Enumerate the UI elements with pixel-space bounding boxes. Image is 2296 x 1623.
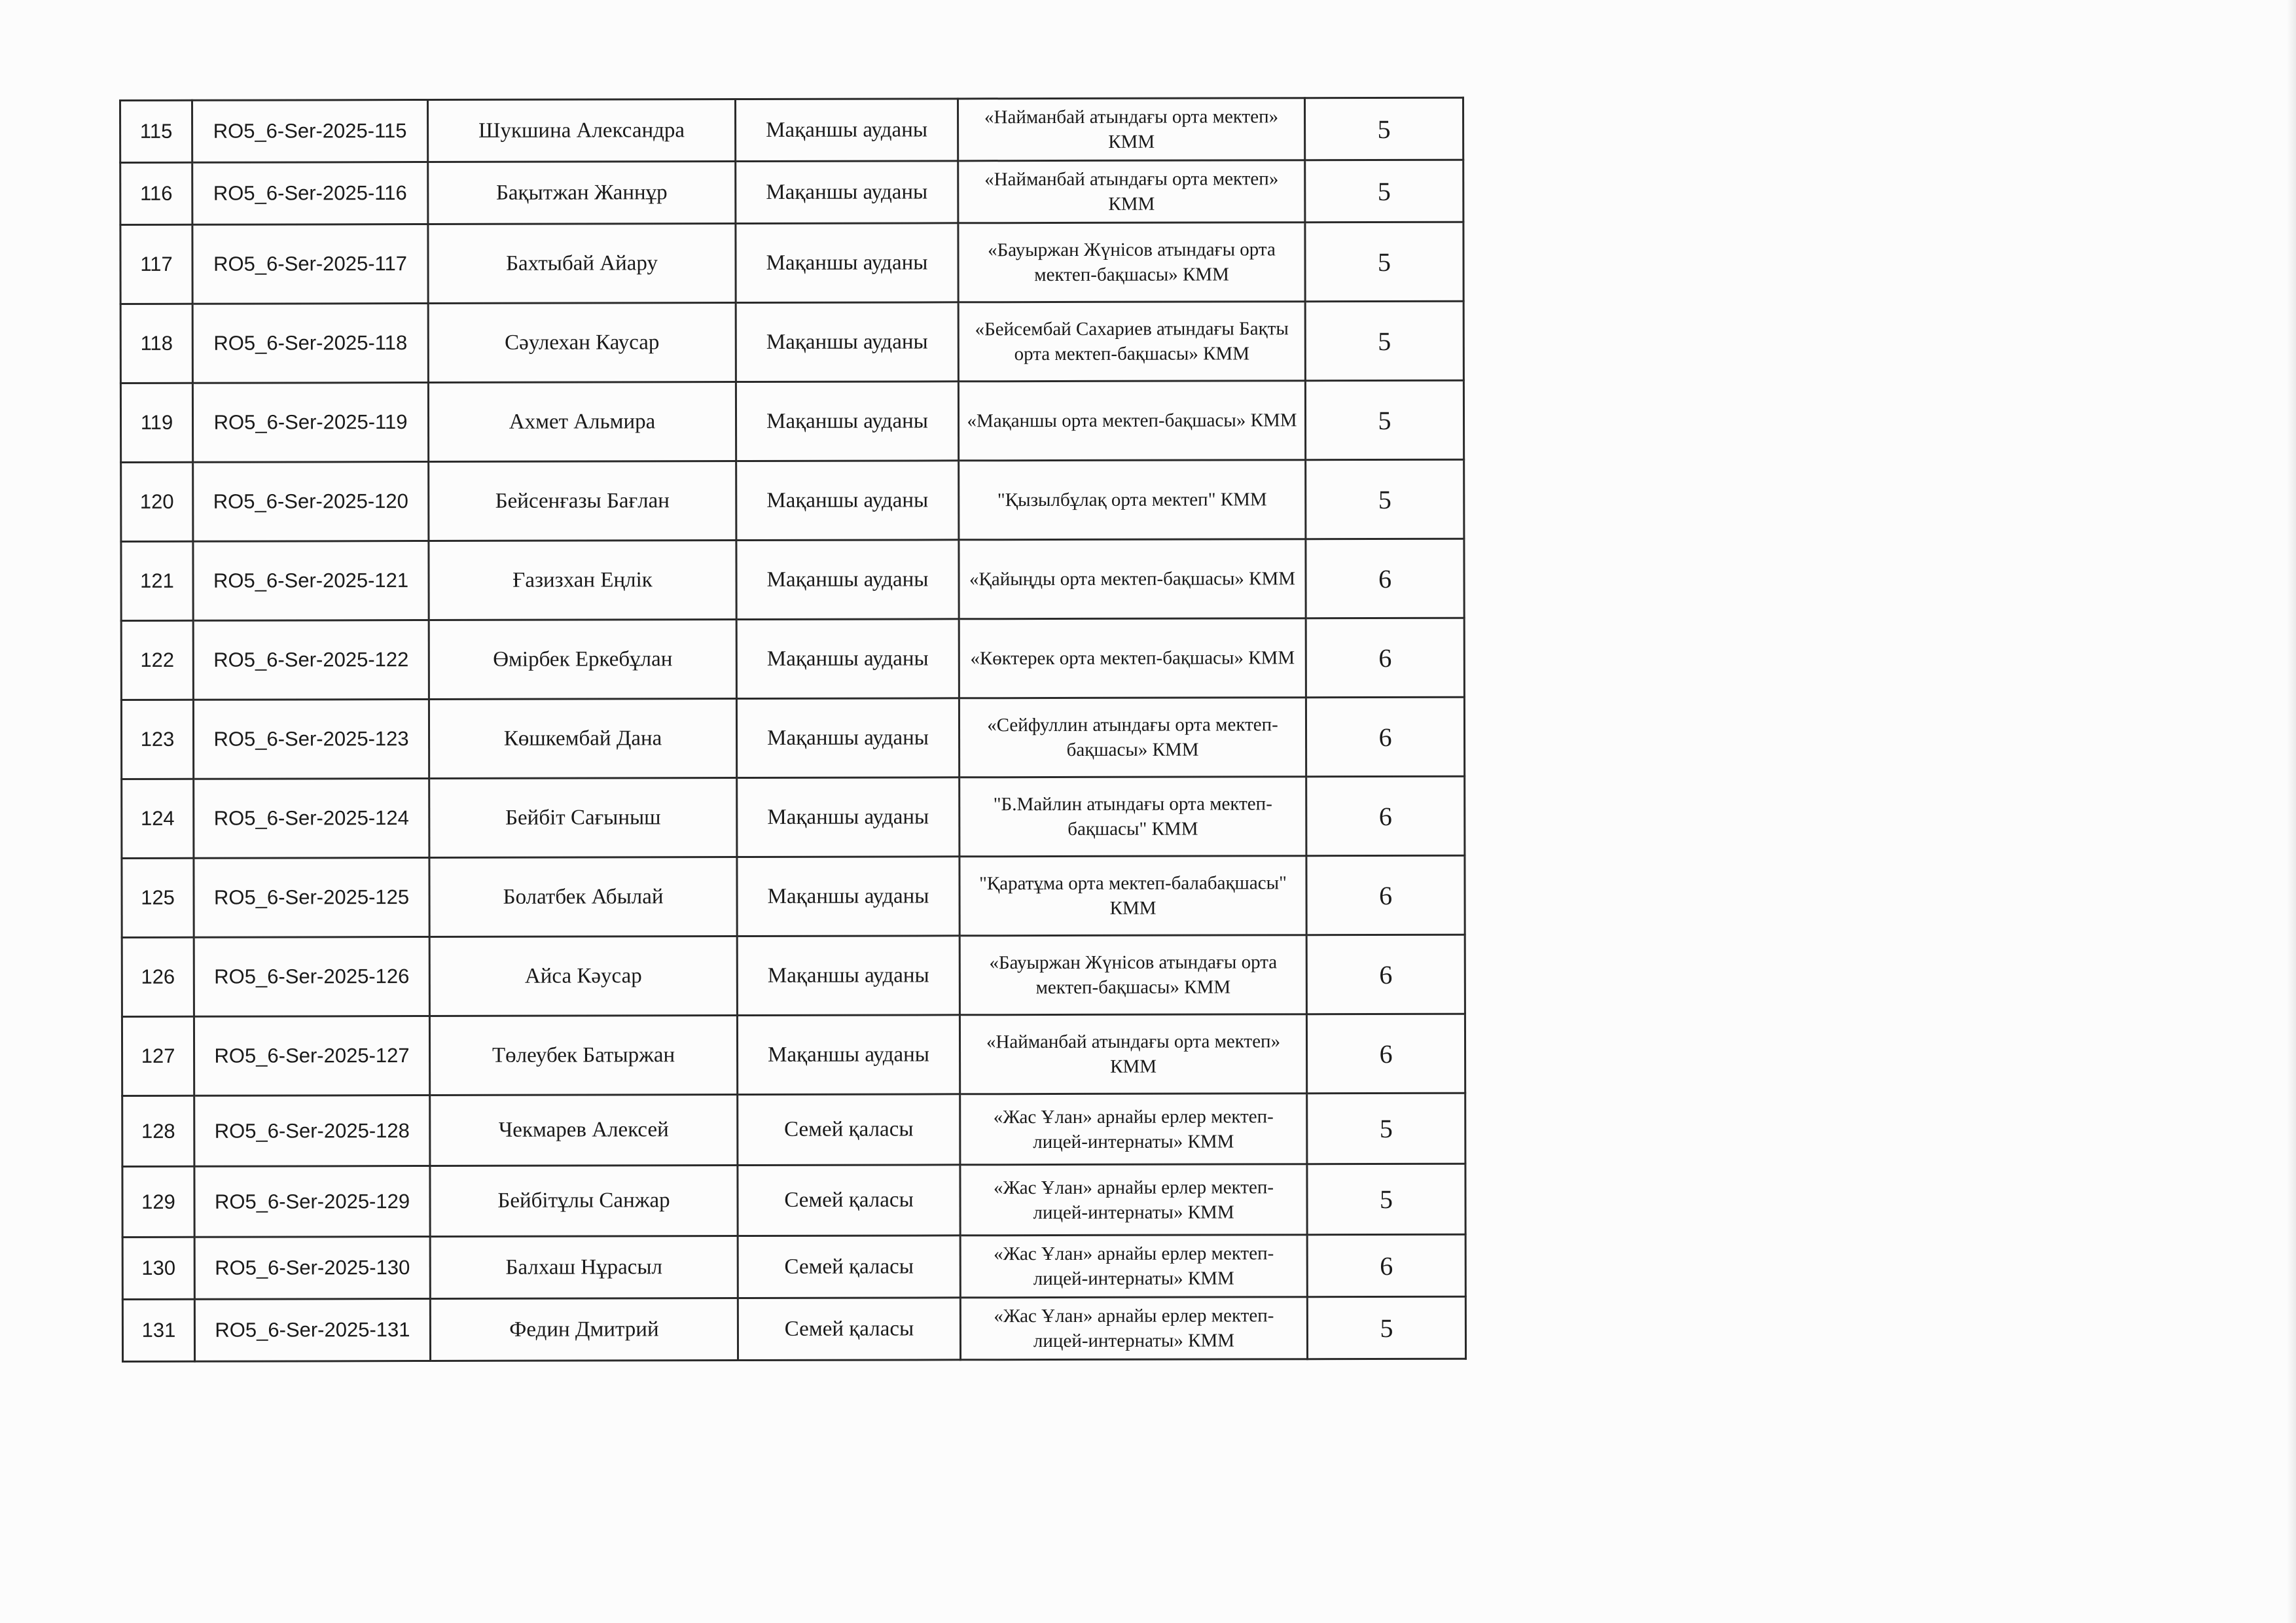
district: Семей қаласы xyxy=(738,1165,960,1236)
participant-name: Федин Дмитрий xyxy=(430,1298,738,1361)
grade: 5 xyxy=(1307,1093,1465,1164)
participant-name: Бахтыбай Айару xyxy=(428,224,736,304)
row-number: 122 xyxy=(121,620,193,700)
participant-name: Көшкембай Дана xyxy=(429,699,736,779)
participant-name: Өмірбек Еркебұлан xyxy=(429,620,736,700)
school: «Жас Ұлан» арнайы ерлер мектеп-лицей-интернаты» КММ xyxy=(960,1235,1307,1298)
row-number: 127 xyxy=(122,1016,194,1096)
row-number: 119 xyxy=(120,383,192,462)
grade: 6 xyxy=(1306,697,1464,777)
participant-name: Бейбіт Сағыныш xyxy=(429,778,737,858)
school: «Жас Ұлан» арнайы ерлер мектеп-лицей-интернаты» КММ xyxy=(960,1094,1307,1165)
participant-name: Бақытжан Жаннұр xyxy=(428,162,736,224)
participant-code: RO5_6-Ser-2025-116 xyxy=(192,162,428,225)
district: Мақаншы ауданы xyxy=(737,777,960,857)
table-row xyxy=(120,98,1463,162)
school: «Бауыржан Жүнісов атындағы орта мектеп-бақшасы» КММ xyxy=(960,935,1306,1015)
participant-code: RO5_6-Ser-2025-122 xyxy=(193,620,429,700)
participant-name: Төлеубек Батыржан xyxy=(429,1016,737,1096)
school: «Бауыржан Жүнісов атындағы орта мектеп-бақшасы» КММ xyxy=(958,223,1305,302)
participant-name: Сәулехан Каусар xyxy=(428,303,736,383)
participant-code: RO5_6-Ser-2025-130 xyxy=(194,1237,430,1300)
row-number: 121 xyxy=(121,541,193,620)
participant-name: Бейбітұлы Санжар xyxy=(430,1166,738,1237)
grade: 6 xyxy=(1306,618,1464,698)
row-number: 120 xyxy=(121,462,193,541)
participant-name: Бейсенғазы Бағлан xyxy=(429,461,736,541)
participant-code: RO5_6-Ser-2025-120 xyxy=(193,462,429,542)
school: "Қаратұма орта мектеп-балабақшасы" КММ xyxy=(960,856,1306,936)
table-row xyxy=(122,935,1465,1016)
table-row xyxy=(120,301,1463,383)
district: Мақаншы ауданы xyxy=(736,223,958,303)
district: Мақаншы ауданы xyxy=(736,161,958,224)
scan-edge-shadow xyxy=(2287,0,2296,1623)
table-row xyxy=(120,160,1463,224)
row-number: 123 xyxy=(121,700,193,779)
grade: 5 xyxy=(1305,301,1463,381)
table-row xyxy=(122,776,1465,858)
row-number: 125 xyxy=(122,858,194,937)
grade: 5 xyxy=(1304,98,1463,160)
district: Мақаншы ауданы xyxy=(737,936,960,1016)
participant-name: Болатбек Абылай xyxy=(429,857,737,937)
district: Мақаншы ауданы xyxy=(736,698,959,778)
district: Мақаншы ауданы xyxy=(736,99,958,162)
school: "Қызылбұлақ орта мектеп" КММ xyxy=(959,460,1306,540)
table-row xyxy=(122,1093,1465,1166)
row-number: 126 xyxy=(122,937,194,1016)
table-body xyxy=(120,98,1466,1361)
participant-name: Чекмарев Алексей xyxy=(430,1095,738,1166)
grade: 6 xyxy=(1306,935,1465,1014)
district: Мақаншы ауданы xyxy=(736,382,958,461)
participant-code: RO5_6-Ser-2025-121 xyxy=(193,541,429,621)
district: Семей қаласы xyxy=(738,1298,960,1361)
row-number: 115 xyxy=(120,100,192,162)
district: Семей қаласы xyxy=(738,1236,960,1298)
school: «Көктерек орта мектеп-бақшасы» КММ xyxy=(959,618,1306,698)
district: Мақаншы ауданы xyxy=(737,857,960,936)
participant-code: RO5_6-Ser-2025-129 xyxy=(194,1166,430,1238)
participant-code: RO5_6-Ser-2025-126 xyxy=(194,937,429,1017)
table-row xyxy=(120,380,1463,462)
school: "Б.Майлин атындағы орта мектеп-бақшасы" КММ xyxy=(960,777,1306,857)
district: Мақаншы ауданы xyxy=(736,619,959,699)
school: «Найманбай атындағы орта мектеп» КММ xyxy=(958,160,1305,223)
school: «Сейфуллин атындағы орта мектеп-бақшасы» КММ xyxy=(959,698,1306,777)
participant-code: RO5_6-Ser-2025-125 xyxy=(194,858,429,938)
school: «Найманбай атындағы орта мектеп» КММ xyxy=(958,98,1305,161)
row-number: 131 xyxy=(122,1299,194,1361)
grade: 6 xyxy=(1306,1014,1465,1094)
participant-name: Шукшина Александра xyxy=(428,99,736,162)
district: Мақаншы ауданы xyxy=(737,1015,960,1095)
table-row xyxy=(122,1234,1465,1299)
participants-table xyxy=(119,97,1467,1363)
grade: 5 xyxy=(1305,380,1463,460)
grade: 5 xyxy=(1305,222,1463,302)
grade: 5 xyxy=(1306,459,1464,539)
row-number: 130 xyxy=(122,1237,194,1299)
grade: 6 xyxy=(1307,1234,1465,1297)
district: Мақаншы ауданы xyxy=(736,302,958,382)
participant-name: Ахмет Альмира xyxy=(428,382,736,462)
grade: 5 xyxy=(1307,1164,1465,1235)
grade: 5 xyxy=(1305,160,1463,223)
row-number: 124 xyxy=(122,779,194,858)
school: «Бейсембай Сахариев атындағы Бақты орта мектеп-бақшасы» КММ xyxy=(958,302,1305,382)
district: Семей қаласы xyxy=(738,1094,960,1166)
grade: 6 xyxy=(1306,855,1465,935)
participant-code: RO5_6-Ser-2025-117 xyxy=(192,224,428,304)
participant-name: Айса Кәусар xyxy=(429,936,737,1016)
grade: 5 xyxy=(1307,1296,1465,1359)
participant-code: RO5_6-Ser-2025-131 xyxy=(194,1299,430,1362)
row-number: 129 xyxy=(122,1166,194,1237)
grade: 6 xyxy=(1306,776,1465,856)
participant-code: RO5_6-Ser-2025-119 xyxy=(192,383,428,463)
district: Мақаншы ауданы xyxy=(736,461,959,541)
participant-code: RO5_6-Ser-2025-127 xyxy=(194,1016,429,1096)
participant-name: Балхаш Нұрасыл xyxy=(430,1236,738,1299)
table-row xyxy=(122,1164,1465,1237)
participant-code: RO5_6-Ser-2025-124 xyxy=(194,779,429,859)
participant-code: RO5_6-Ser-2025-128 xyxy=(194,1096,430,1167)
participant-code: RO5_6-Ser-2025-115 xyxy=(192,100,428,163)
participant-code: RO5_6-Ser-2025-123 xyxy=(193,700,429,779)
table-row xyxy=(121,459,1464,541)
table-row xyxy=(122,855,1465,937)
school: «Жас Ұлан» арнайы ерлер мектеп-лицей-интернаты» КММ xyxy=(960,1164,1307,1236)
table-row xyxy=(121,539,1464,620)
school: «Мақаншы орта мектеп-бақшасы» КММ xyxy=(958,381,1305,461)
row-number: 116 xyxy=(120,162,192,224)
table-row xyxy=(122,1296,1465,1361)
table-row xyxy=(122,1014,1465,1096)
district: Мақаншы ауданы xyxy=(736,540,959,620)
row-number: 118 xyxy=(120,304,192,383)
school: «Жас Ұлан» арнайы ерлер мектеп-лицей-интернаты» КММ xyxy=(960,1297,1307,1360)
table-row xyxy=(120,222,1463,304)
row-number: 128 xyxy=(122,1096,194,1166)
participant-name: Ғазизхан Еңлік xyxy=(429,541,736,620)
table-row xyxy=(121,618,1464,700)
participant-code: RO5_6-Ser-2025-118 xyxy=(192,304,428,383)
row-number: 117 xyxy=(120,224,192,304)
table-row xyxy=(121,697,1464,779)
grade: 6 xyxy=(1306,539,1464,618)
school: «Найманбай атындағы орта мектеп» КММ xyxy=(960,1014,1306,1094)
school: «Қайыңды орта мектеп-бақшасы» КММ xyxy=(959,539,1306,619)
